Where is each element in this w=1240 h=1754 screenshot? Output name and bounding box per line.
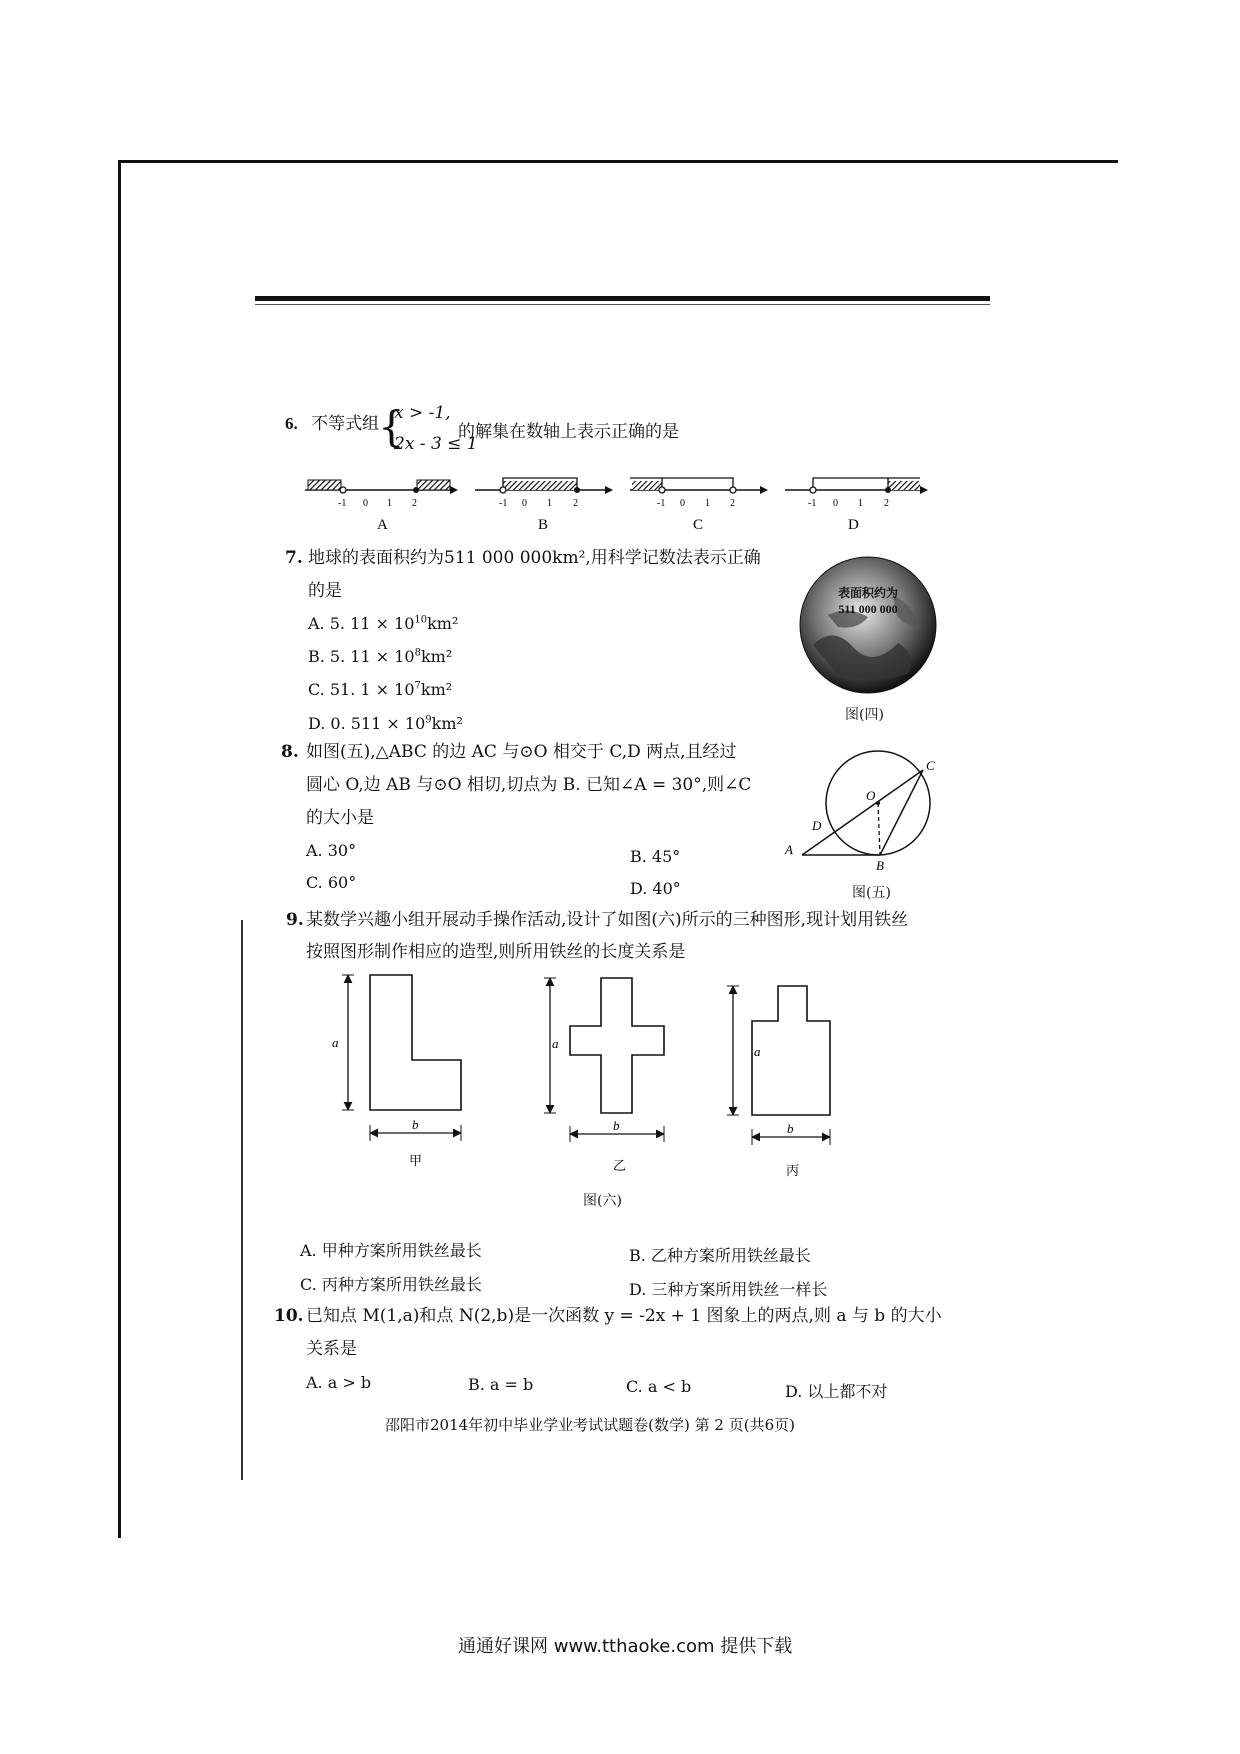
- q9-option-d: D. 三种方案所用铁丝一样长: [629, 1280, 828, 1299]
- point-o-label: O: [866, 788, 876, 803]
- q6-prefix: 不等式组: [311, 414, 380, 434]
- q8-line1: 如图(五),△ABC 的边 AC 与⊙O 相交于 C,D 两点,且经过: [306, 742, 737, 762]
- q6-c-tick-2: 2: [730, 498, 735, 509]
- q6-d-tick-2: 2: [884, 498, 889, 509]
- q9-number: 9.: [286, 910, 304, 930]
- wire-shapes-figure: [320, 965, 890, 1195]
- q7-option-b: [308, 647, 452, 666]
- q6-line-d: [785, 478, 928, 533]
- q10-option-b: B. a = b: [468, 1375, 534, 1394]
- q6-b-tick-0: 0: [522, 498, 527, 509]
- q6-option-b: B: [538, 517, 549, 533]
- q7-option-d: [308, 714, 463, 733]
- shape-jia-dim-b: b: [412, 1117, 419, 1132]
- q9-option-c: C. 丙种方案所用铁丝最长: [300, 1275, 482, 1294]
- globe-label-2: 511 000 000: [838, 602, 898, 616]
- shape-bing-dim-a: a: [754, 1044, 761, 1059]
- q6-line-a: [305, 480, 458, 533]
- figure-4-caption: 图(四): [845, 707, 884, 723]
- scan-top-border: [118, 160, 1118, 163]
- q10-line2: 关系是: [306, 1339, 357, 1359]
- q7-option-b-label: B. 5. 11 × 10: [308, 647, 415, 666]
- q8-number: 8.: [281, 742, 299, 762]
- shape-bing: [727, 986, 830, 1178]
- q9-option-b: B. 乙种方案所用铁丝最长: [629, 1246, 811, 1265]
- shape-yi: [544, 978, 664, 1173]
- q9-line1: 某数学兴趣小组开展动手操作活动,设计了如图(六)所示的三种图形,现计划用铁丝: [306, 910, 909, 930]
- q7-line1: 地球的表面积约为511 000 000km²,用科学记数法表示正确: [308, 548, 761, 568]
- q6-number: 6.: [285, 414, 298, 433]
- q8-option-b: B. 45°: [630, 847, 681, 866]
- q8-line2: 圆心 O,边 AB 与⊙O 相切,切点为 B. 已知∠A = 30°,则∠C: [306, 775, 752, 795]
- q9-line2: 按照图形制作相应的造型,则所用铁丝的长度关系是: [306, 942, 686, 962]
- q10-option-a: A. a > b: [306, 1373, 372, 1392]
- q7-option-d-unit: km²: [431, 714, 463, 733]
- q6-d-tick-1: 1: [858, 498, 863, 509]
- q6-brace: {: [378, 402, 405, 451]
- header-rule: [255, 296, 990, 301]
- figure-5-caption: 图(五): [852, 885, 891, 901]
- q7-option-b-exp: 8: [414, 647, 421, 659]
- earth-globe-figure: [798, 555, 938, 695]
- globe-label-1: 表面积约为: [837, 586, 899, 600]
- q6-b-tick-1: 1: [547, 498, 552, 509]
- q7-option-c: [308, 680, 452, 699]
- q7-option-a-unit: km²: [427, 614, 459, 633]
- q6-d-tick-0: 0: [833, 498, 838, 509]
- q6-d-tick-m1: -1: [808, 498, 817, 509]
- q7-option-a: [308, 614, 458, 633]
- q10-option-c: C. a < b: [626, 1377, 692, 1396]
- circle-geometry-figure: [780, 748, 950, 873]
- q7-line2: 的是: [308, 581, 342, 601]
- q7-option-d-exp: 9: [425, 714, 432, 726]
- q6-system-line2: 2x - 3 ≤ 1: [394, 434, 478, 454]
- q7-option-b-unit: km²: [420, 647, 453, 666]
- q8-option-a: A. 30°: [306, 841, 357, 860]
- shape-jia-label: 甲: [409, 1153, 423, 1168]
- q6-system-line1: x > -1,: [394, 403, 451, 423]
- page-footer: 邵阳市2014年初中毕业学业考试试题卷(数学) 第 2 页(共6页): [385, 1416, 795, 1434]
- point-b-label: B: [876, 858, 884, 873]
- shape-jia-dim-a: a: [332, 1035, 339, 1050]
- q6-a-tick-2: 2: [412, 498, 417, 509]
- shape-bing-dim-b: b: [787, 1121, 794, 1136]
- q6-b-tick-2: 2: [573, 498, 578, 509]
- q6-a-tick-1: 1: [387, 498, 392, 509]
- header-rule-thin: [255, 304, 990, 305]
- q7-option-c-label: C. 51. 1 × 10: [308, 680, 415, 699]
- q7-option-a-label: A. 5. 11 × 10: [308, 614, 415, 633]
- q6-b-tick-m1: -1: [499, 498, 508, 509]
- q10-option-d: D. 以上都不对: [785, 1382, 888, 1401]
- q7-option-c-exp: 7: [414, 680, 421, 692]
- shape-jia: [332, 975, 461, 1168]
- q6-c-tick-1: 1: [705, 498, 710, 509]
- shape-yi-dim-a: a: [552, 1036, 559, 1051]
- point-c-label: C: [926, 758, 935, 773]
- shape-bing-label: 丙: [786, 1163, 800, 1178]
- q10-number: 10.: [274, 1306, 304, 1326]
- shape-yi-dim-b: b: [613, 1118, 620, 1133]
- scan-inner-left-line: [241, 920, 243, 1480]
- q6-line-b: [475, 478, 613, 533]
- q8-line3: 的大小是: [306, 808, 374, 828]
- q6-c-tick-m1: -1: [657, 498, 666, 509]
- q6-a-tick-0: 0: [363, 498, 368, 509]
- q6-a-tick-m1: -1: [338, 498, 347, 509]
- q7-option-c-unit: km²: [420, 680, 453, 699]
- scan-left-border: [118, 160, 121, 1538]
- q6-line-c: [630, 478, 768, 533]
- q6-suffix: 的解集在数轴上表示正确的是: [458, 422, 679, 442]
- q6-option-d: D: [848, 517, 859, 533]
- q7-option-d-label: D. 0. 511 × 10: [308, 714, 426, 733]
- point-d-label: D: [812, 818, 822, 833]
- q9-option-a: A. 甲种方案所用铁丝最长: [300, 1241, 482, 1260]
- q8-option-c: C. 60°: [306, 873, 357, 892]
- q6-option-c: C: [693, 517, 704, 533]
- q7-option-a-exp: 10: [414, 614, 428, 626]
- site-footer: 通通好课网 www.tthaoke.com 提供下载: [458, 1636, 793, 1657]
- q6-question: [285, 415, 379, 433]
- point-a-label: A: [785, 842, 793, 857]
- q8-option-d: D. 40°: [630, 879, 681, 898]
- figure-6-caption: 图(六): [583, 1193, 622, 1209]
- q6-option-a: A: [377, 517, 388, 533]
- q7-number: 7.: [285, 548, 303, 568]
- shape-yi-label: 乙: [613, 1158, 627, 1173]
- q6-number-lines: [300, 465, 940, 545]
- q10-line1: 已知点 M(1,a)和点 N(2,b)是一次函数 y = -2x + 1 图象上的两点,则 a 与 b 的大小: [306, 1306, 942, 1326]
- q6-c-tick-0: 0: [680, 498, 685, 509]
